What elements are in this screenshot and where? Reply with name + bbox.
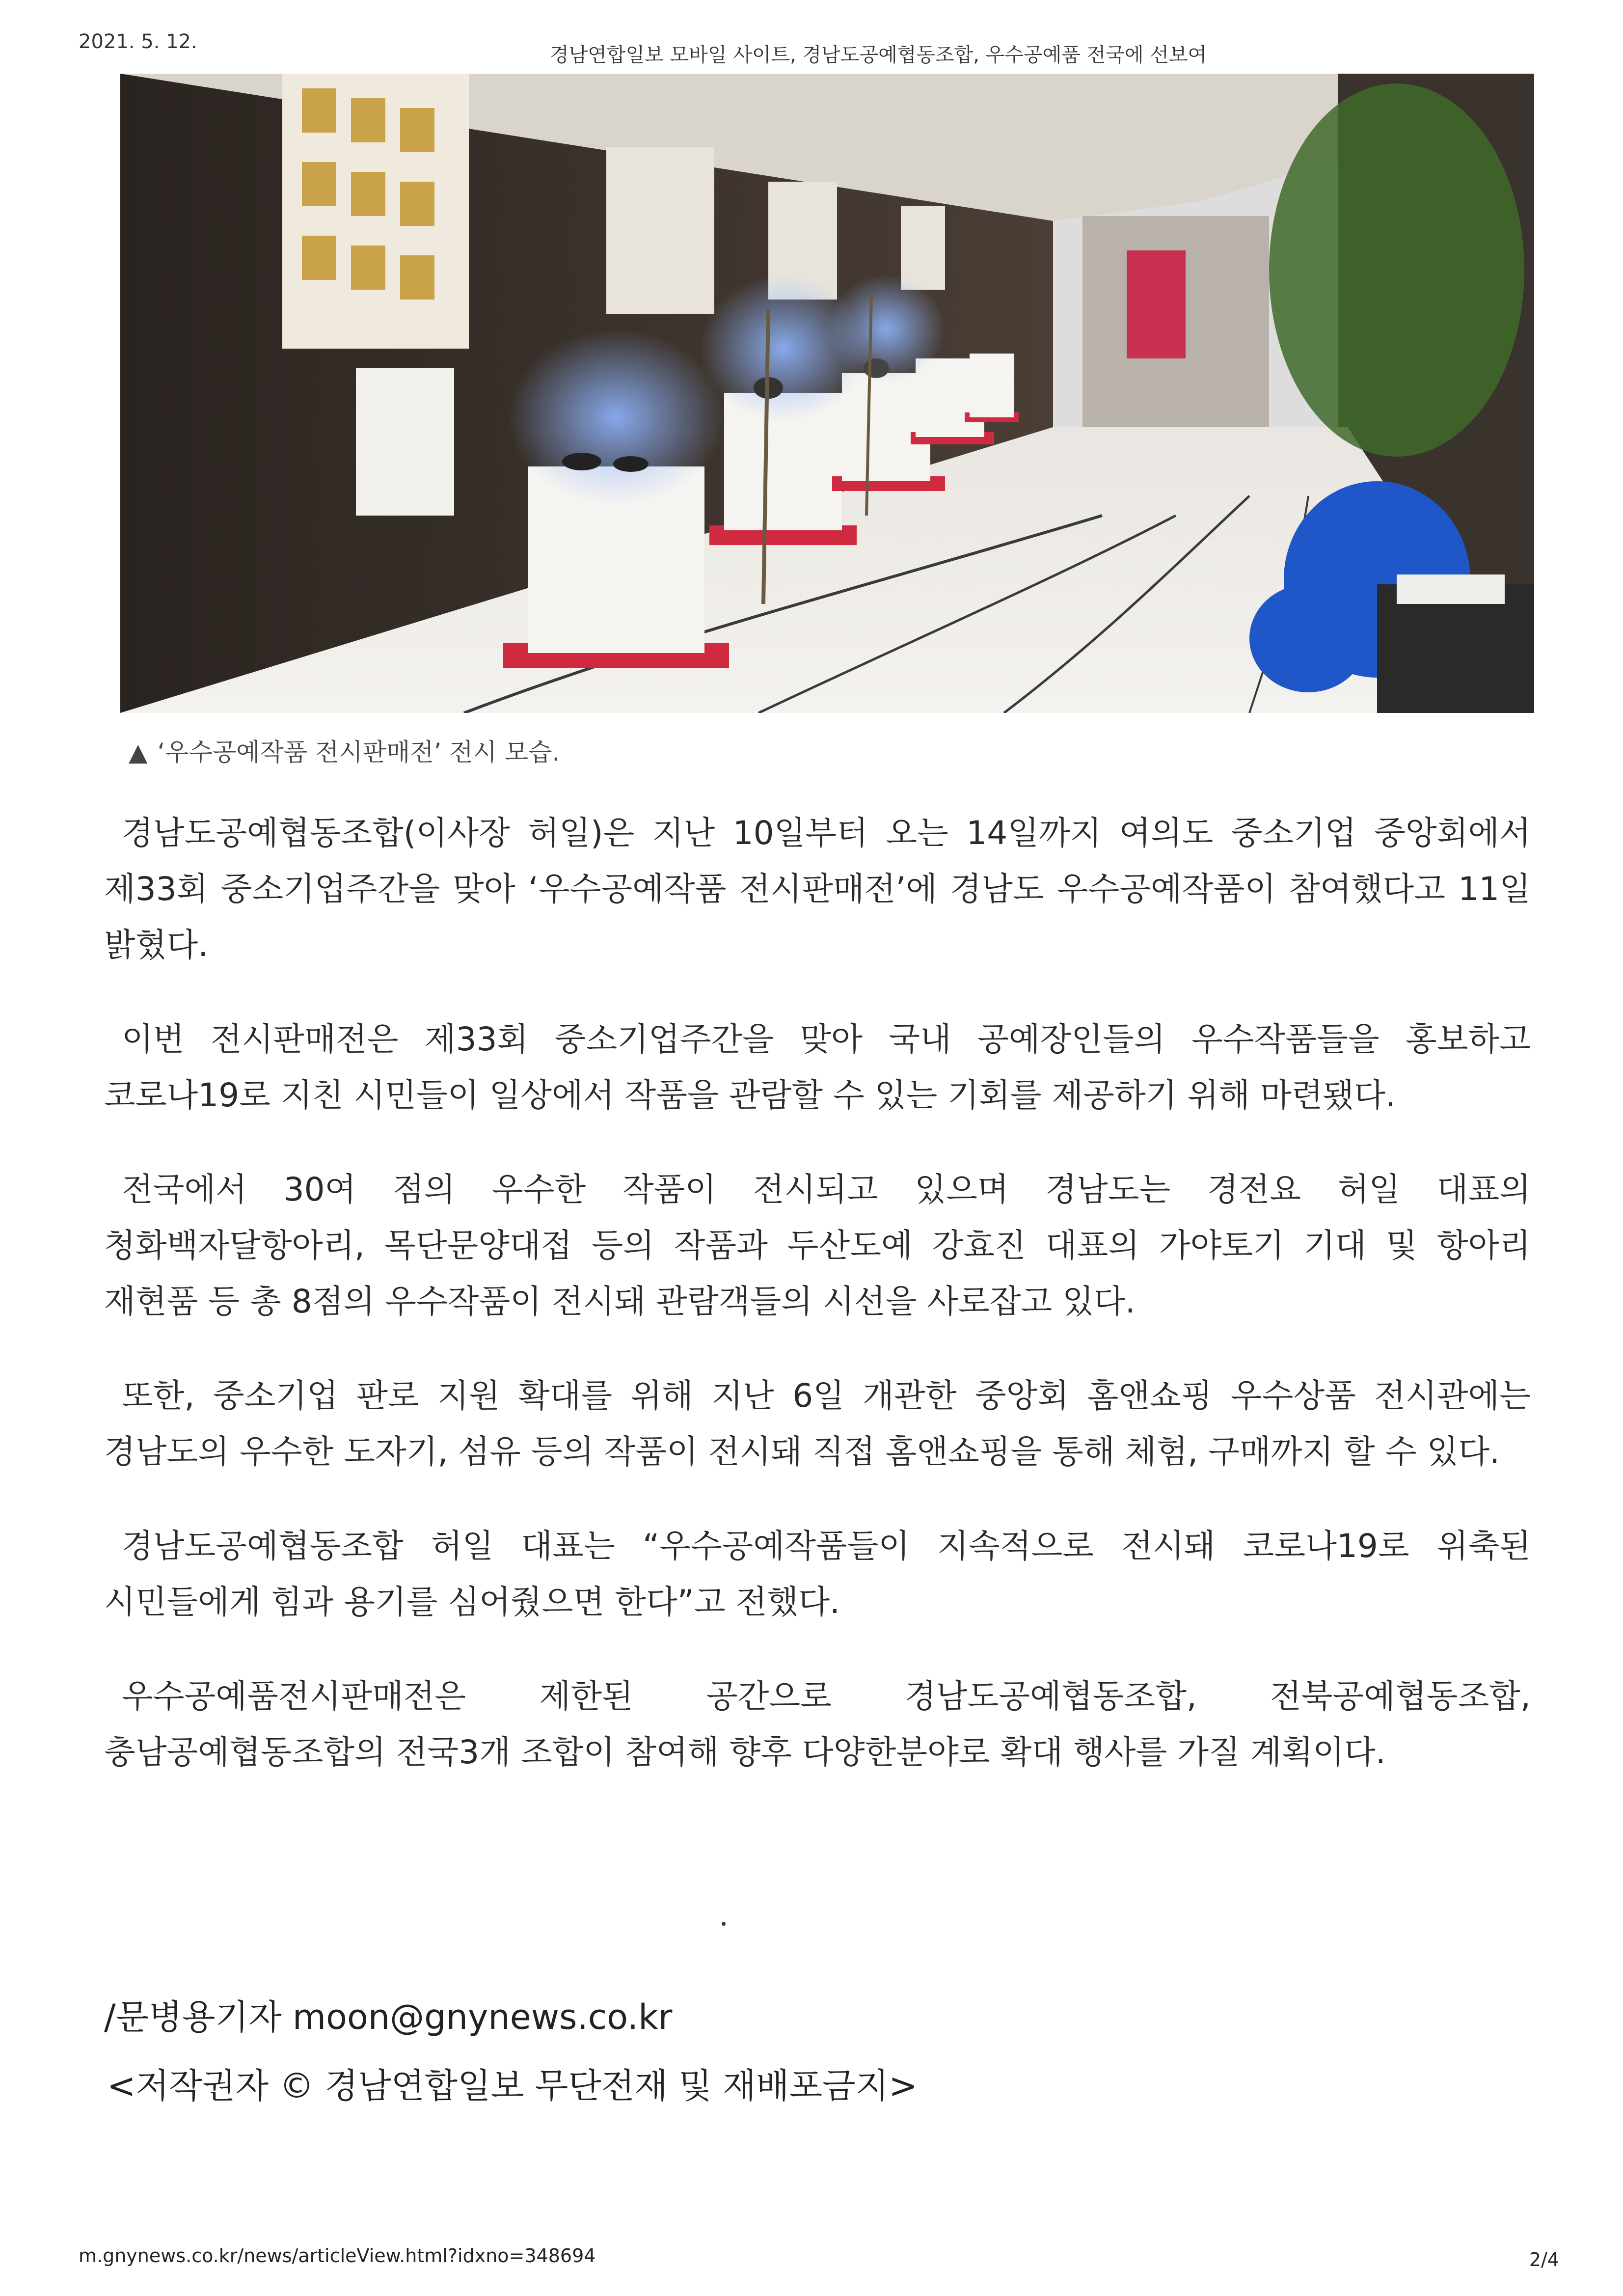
footer-url: m.gnynews.co.kr/news/articleView.html?idxno=348694 [79,2245,596,2267]
article-paragraph: 경남도공예협동조합(이사장 허일)은 지난 10일부터 오는 14일까지 여의도 중소기업 중앙회에서 제33회 중소기업주간을 맞아 ‘우수공예작품 전시판매전’에 경남도 우수공예작품이 참여했다고 11일 밝혔다. [104,814,1531,964]
article-paragraph: 우수공예품전시판매전은 제한된 공간으로 경남도공예협동조합, 전북공예협동조합, 충남공예협동조합의 전국3개 조합이 참여해 향후 다양한분야로 확대 행사를 가질 계획이다. [104,1677,1531,1771]
article-paragraph: 이번 전시판매전은 제33회 중소기업주간을 맞아 국내 공예장인들의 우수작품들을 홍보하고 코로나19로 지친 시민들이 일상에서 작품을 관람할 수 있는 기회를 제공하기 위해 마련됐다. [104,1020,1531,1114]
copyright-notice: <저작권자 © 경남연합일보 무단전재 및 재배포금지> [107,2066,918,2106]
article-paragraph: 경남도공예협동조합 허일 대표는 “우수공예작품들이 지속적으로 전시돼 코로나19로 위축된 시민들에게 힘과 용기를 심어줬으면 한다”고 전했다. [104,1527,1531,1621]
print-date: 2021. 5. 12. [79,30,197,53]
caption-text: ‘우수공예작품 전시판매전’ 전시 모습. [157,738,560,766]
photo-caption [129,733,560,768]
exhibition-photo [120,74,1534,713]
page-number: 2/4 [1529,2249,1559,2270]
article-paragraph: 또한, 중소기업 판로 지원 확대를 위해 지난 6일 개관한 중앙회 홈앤쇼핑 우수상품 전시관에는 경남도의 우수한 도자기, 섬유 등의 작품이 전시돼 직접 홈앤쇼핑을 통해 체험, 구매까지 할 수 있다. [104,1377,1531,1471]
page-title: 경남연합일보 모바일 사이트, 경남도공예협동조합, 우수공예품 전국에 선보여 [550,44,1207,66]
article-paragraph: 전국에서 30여 점의 우수한 작품이 전시되고 있으며 경남도는 경전요 허일 대표의 청화백자달항아리, 목단문양대접 등의 작품과 두산도예 강효진 대표의 가야토기 기대 및 항아리 재현품 등 총 8점의 우수작품이 전시돼 관람객들의 시선을 사로잡고 있다. [104,1171,1531,1320]
stray-dot [722,1922,726,1926]
triangle-icon: ▲ [129,738,148,766]
article-body [104,805,1531,1819]
byline: /문병용기자 moon@gnynews.co.kr [104,1997,673,2037]
